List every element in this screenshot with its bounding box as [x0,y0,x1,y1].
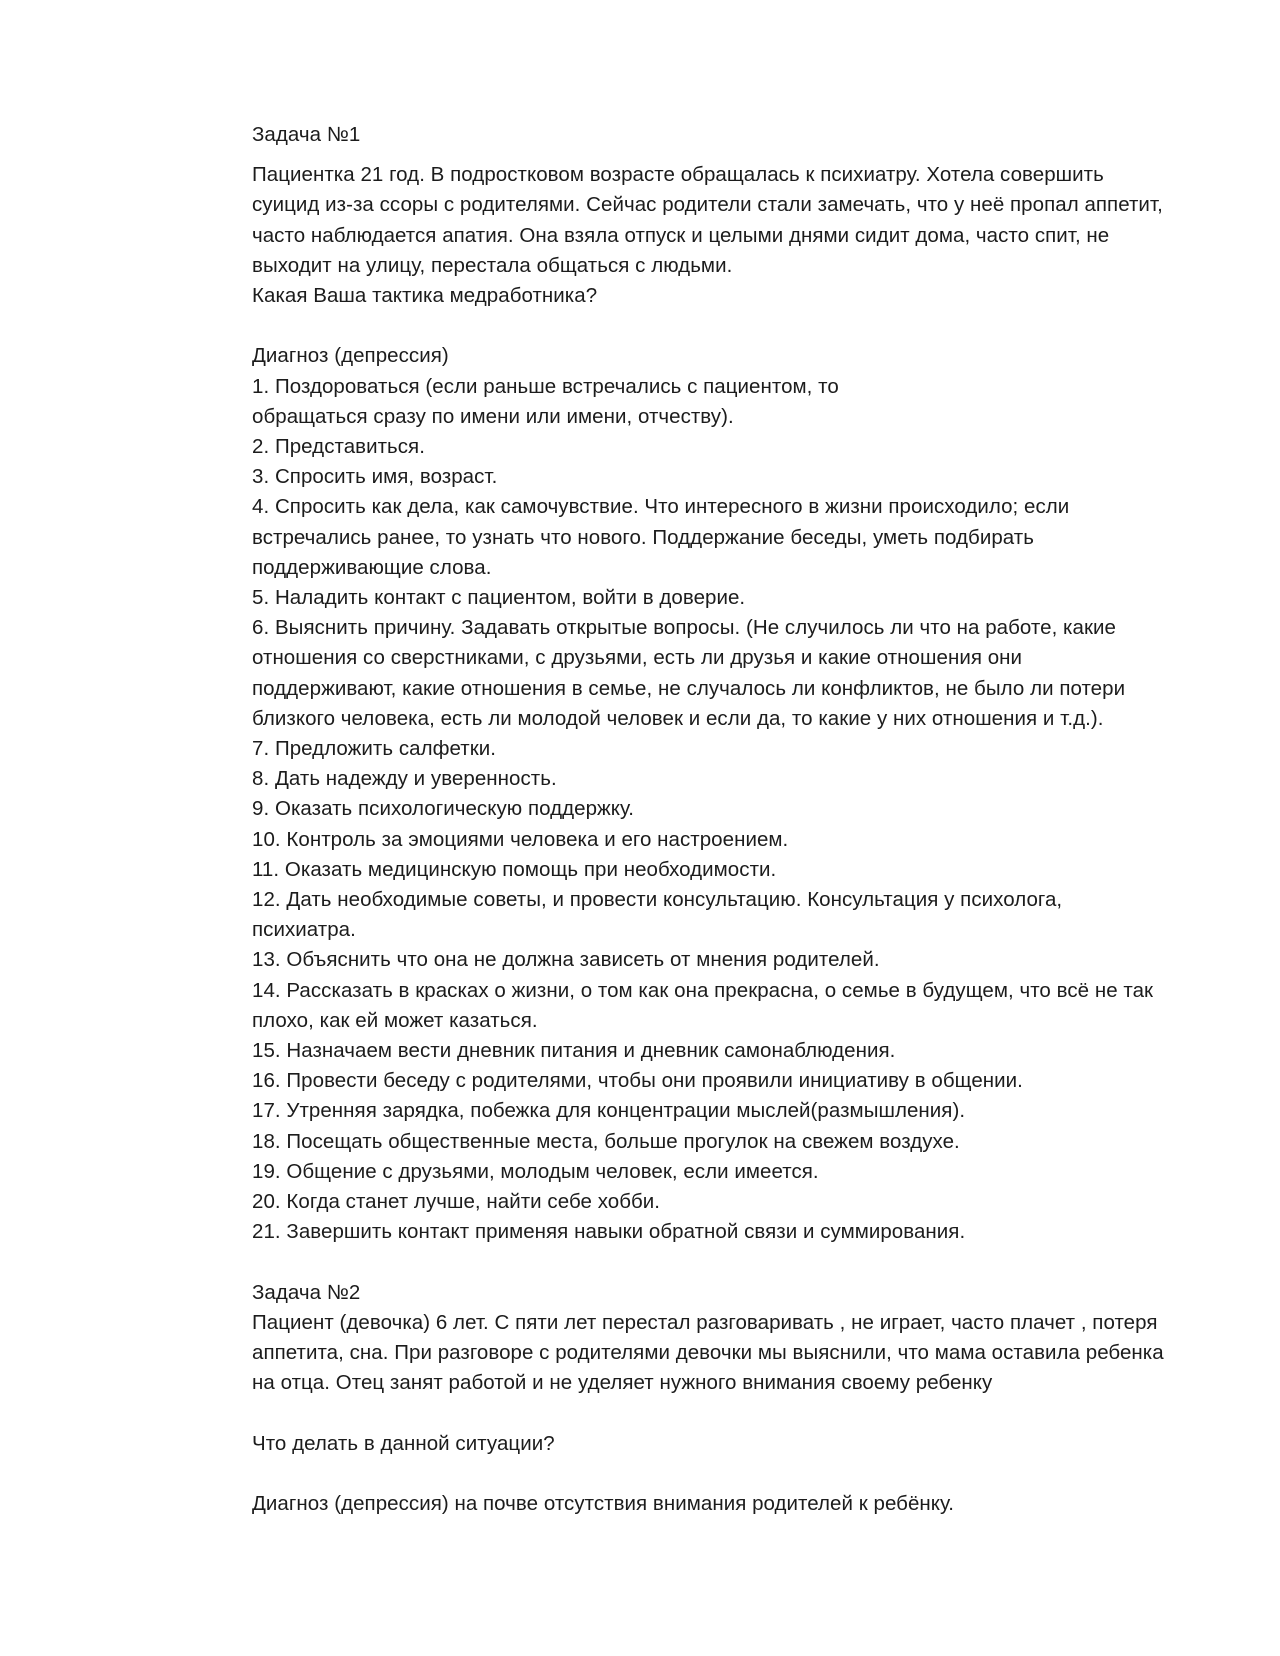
list-item: 21. Завершить контакт применяя навыки обратной связи и суммирования. [252,1220,966,1244]
task2-description-line: на отца. Отец занят работой и не уделяет нужного внимания своему ребенку [252,1371,993,1395]
list-item: 2. Представиться. [252,435,425,459]
list-item: 15. Назначаем вести дневник питания и дневник самонаблюдения. [252,1039,896,1063]
list-item: плохо, как ей может казаться. [252,1008,538,1032]
list-item: психиатра. [252,918,356,942]
list-item: поддерживающие слова. [252,555,492,579]
list-item: 9. Оказать психологическую поддержку. [252,797,635,821]
task2-diagnosis: Диагноз (депрессия) на почве отсутствия внимания родителей к ребёнку. [252,1492,955,1516]
list-item: отношения со сверстниками, с друзьями, есть ли друзья и какие отношения они [252,646,1023,670]
task2-description-line: Пациент (девочка) 6 лет. С пяти лет перестал разговаривать , не играет, часто плачет , потеря [252,1310,1158,1334]
list-item: 3. Спросить имя, возраст. [252,465,498,489]
task2-description [252,1308,1197,1399]
list-item: 18. Посещать общественные места, больше прогулок на свежем воздухе. [252,1129,960,1153]
list-item: 5. Наладить контакт с пациентом, войти в доверие. [252,586,746,610]
list-item: 16. Провести беседу с родителями, чтобы они проявили инициативу в общении. [252,1069,1023,1093]
task1-description [252,160,1197,311]
task1-diagnosis: Диагноз (депрессия) [252,344,449,368]
list-item: 17. Утренняя зарядка, побежка для концентрации мыслей(размышления). [252,1099,966,1123]
task1-description-line: выходит на улицу, перестала общаться с людьми. [252,253,733,277]
list-item: 20. Когда станет лучше, найти себе хобби. [252,1190,661,1214]
list-item: 10. Контроль за эмоциями человека и его настроением. [252,827,789,851]
spacer [252,1399,1197,1429]
list-item: поддерживают, какие отношения в семье, не случалось ли конфликтов, не было ли потери [252,676,1126,700]
task1-steps-list [252,372,1197,1248]
list-item: 11. Оказать медицинскую помощь при необходимости. [252,857,777,881]
task1-description-line: часто наблюдается апатия. Она взяла отпуск и целыми днями сидит дома, часто спит, не [252,223,1110,247]
task2-description-line: аппетита, сна. При разговоре с родителями девочки мы выяснили, что мама оставила ребенка [252,1341,1164,1365]
task1-description-line: суицид из-за ссоры с родителями. Сейчас родители стали замечать, что у неё пропал аппетит, [252,193,1163,217]
task1-question: Какая Ваша тактика медработника? [252,284,598,308]
list-item: 12. Дать необходимые советы, и провести консультацию. Консультация у психолога, [252,888,1063,912]
spacer [252,311,1197,341]
list-item: близкого человека, есть ли молодой человек и если да, то какие у них отношения и т.д.). [252,706,1104,730]
spacer [252,1248,1197,1278]
spacer [252,150,1197,160]
task2-question: Что делать в данной ситуации? [252,1431,555,1455]
list-item: 19. Общение с друзьями, молодым человек, если имеется. [252,1159,819,1183]
task1-title: Задача №1 [252,123,361,146]
list-item: 1. Поздороваться (если раньше встречались с пациентом, то [252,374,839,398]
list-item: 13. Объяснить что она не должна зависеть от мнения родителей. [252,948,880,972]
list-item: 4. Спросить как дела, как самочувствие. Что интересного в жизни происходило; если [252,495,1070,519]
list-item: встречались ранее, то узнать что нового. Поддержание беседы, уметь подбирать [252,525,1034,549]
list-item: 8. Дать надежду и уверенность. [252,767,557,791]
spacer [252,1459,1197,1489]
list-item: 6. Выяснить причину. Задавать открытые вопросы. (Не случилось ли что на работе, какие [252,616,1116,640]
task2-title: Задача №2 [252,1280,361,1304]
list-item: обращаться сразу по имени или имени, отчеству). [252,404,734,428]
list-item: 7. Предложить салфетки. [252,737,496,761]
document-content [252,120,1197,1519]
list-item: 14. Рассказать в красках о жизни, о том как она прекрасна, о семье в будущем, что всё не так [252,978,1154,1002]
task1-description-line: Пациентка 21 год. В подростковом возрасте обращалась к психиатру. Хотела совершить [252,163,1104,187]
